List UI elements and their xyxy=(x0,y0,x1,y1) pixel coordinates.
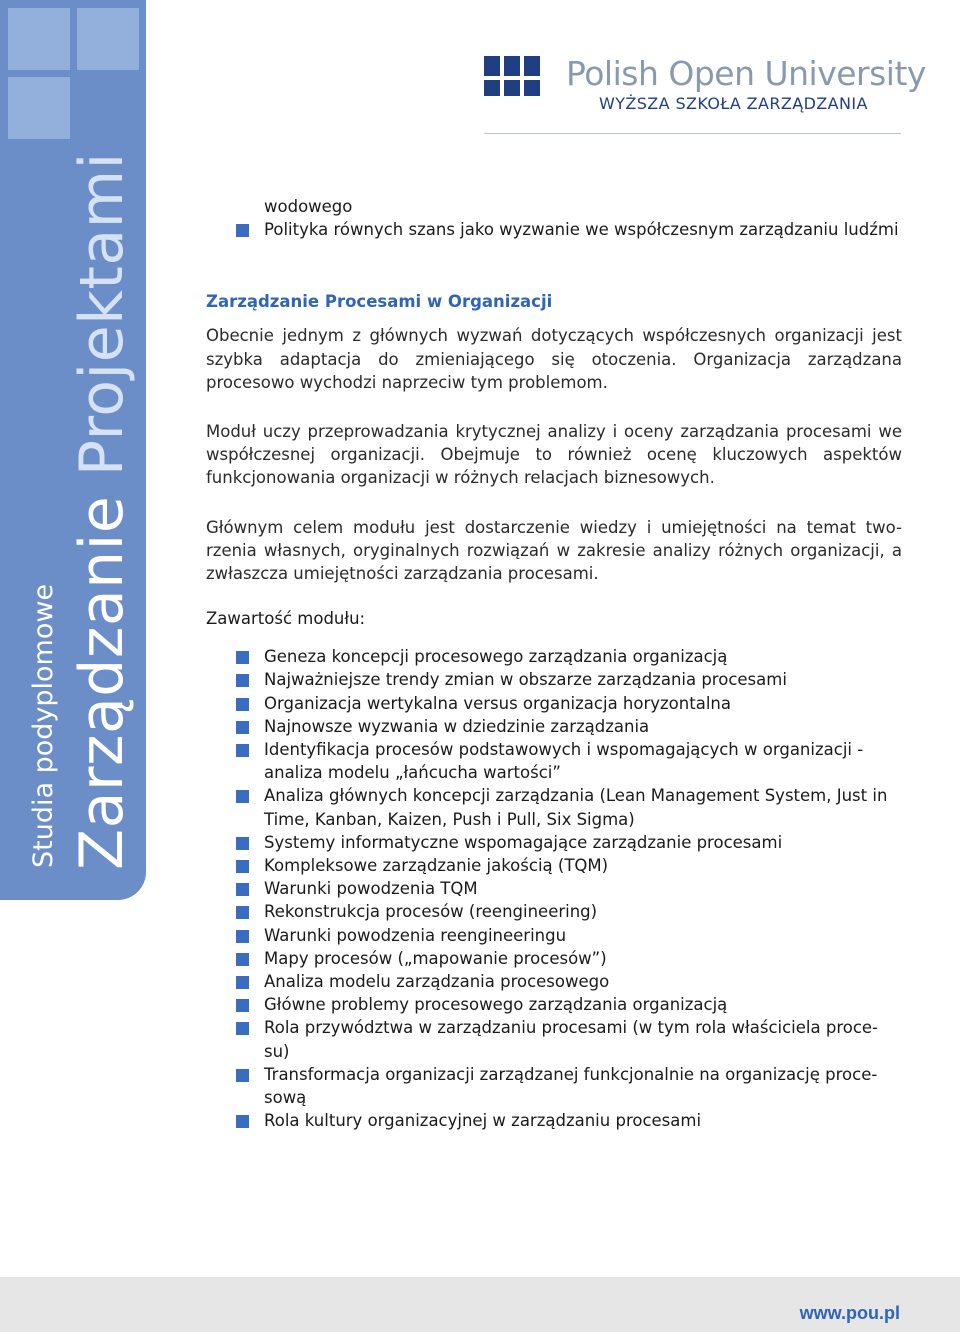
list-item: Rola przywództwa w zarządzaniu procesami (w tym rola właściciela proce-su) xyxy=(206,1016,902,1062)
list-item: Polityka równych szans jako wyzwanie we współczesnym zarządzaniu ludźmi xyxy=(206,218,902,241)
list-item: Najnowsze wyzwania w dziedzinie zarządzania xyxy=(206,715,902,738)
contents-label: Zawartość modułu: xyxy=(206,609,366,629)
paragraph: Głównym celem modułu jest dostarczenie wiedzy i umiejętności na temat two-rzenia własnych, oryginalnych rozwiązań w zakresie analizy różnych organizacji, a zwłaszcza umiejętności zarządzania procesami. xyxy=(206,517,902,584)
paragraph: Obecnie jednym z głównych wyzwań dotyczących współczesnych organizacji jest szybka adaptacja do zmieniającego się otoczenia. Organizacja zarządzana procesowo wychodzi naprzeciw tym problemom. xyxy=(206,326,902,392)
list-item: Geneza koncepcji procesowego zarządzania organizacją xyxy=(206,645,902,668)
list-item: Mapy procesów („mapowanie procesów”) xyxy=(206,947,902,970)
list-item: Systemy informatyczne wspomagające zarządzanie procesami xyxy=(206,831,902,854)
logo-subname: WYŻSZA SZKOŁA ZARZĄDZANIA xyxy=(599,94,868,113)
continued-line: wodowego xyxy=(264,197,353,216)
list-item: Analiza głównych koncepcji zarządzania (Lean Management System, Just in Time, Kanban, Kaizen, Push i Pull, Six Sigma) xyxy=(206,784,902,830)
logo-divider xyxy=(484,133,901,134)
list-item: Główne problemy procesowego zarządzania organizacją xyxy=(206,993,902,1016)
list-item: Identyfikacja procesów podstawowych i wspomagających w organizacji - analiza modelu „łańcucha wartości” xyxy=(206,738,902,784)
list-item: Najważniejsze trendy zmian w obszarze zarządzania procesami xyxy=(206,668,902,691)
list-item: Warunki powodzenia TQM xyxy=(206,877,902,900)
logo-name: Polish Open University xyxy=(566,54,926,93)
list-item: Warunki powodzenia reengineeringu xyxy=(206,924,902,947)
section-title: Zarządzanie Procesami w Organizacji xyxy=(206,292,553,312)
side-title xyxy=(67,152,137,870)
side-band xyxy=(0,0,146,900)
website-link[interactable]: www.pou.pl xyxy=(799,1303,900,1323)
list-item: Analiza modelu zarządzania procesowego xyxy=(206,970,902,993)
side-subtitle: Studia podyplomowe xyxy=(28,583,59,868)
contents-list xyxy=(206,645,902,1132)
side-title-part1: Zarządzanie xyxy=(67,495,137,870)
main-content xyxy=(206,195,902,1133)
list-item: Rekonstrukcja procesów (reengineering) xyxy=(206,900,902,923)
list-item: Transformacja organizacji zarządzanej funkcjonalnie na organizację proce-sową xyxy=(206,1063,902,1109)
list-item: Kompleksowe zarządzanie jakością (TQM) xyxy=(206,854,902,877)
list-item: Organizacja wertykalna versus organizacja horyzontalna xyxy=(206,692,902,715)
side-title-part2: Projektami xyxy=(67,152,137,477)
list-item: Rola kultury organizacyjnej w zarządzaniu procesami xyxy=(206,1109,902,1132)
paragraph: Moduł uczy przeprowadzania krytycznej analizy i oceny zarządzania procesami we współczesnej organizacji. Obejmuje to również ocenę kluczowych aspektów funkcjonowania organizacji w różnych relacjach biznesowych. xyxy=(206,422,902,488)
